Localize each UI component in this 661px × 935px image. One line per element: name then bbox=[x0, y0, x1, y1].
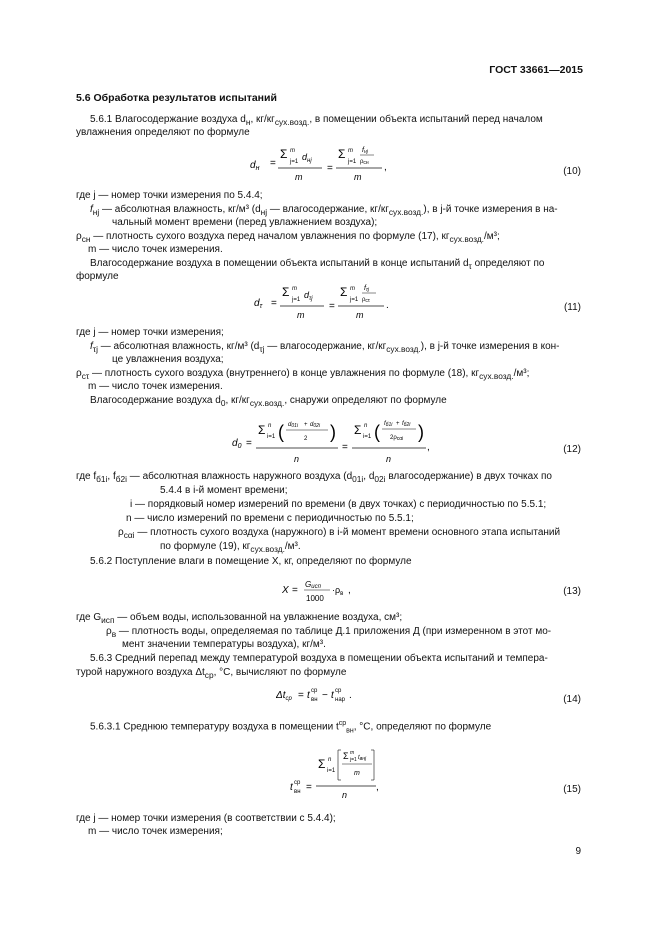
svg-text:m: m bbox=[348, 148, 353, 154]
svg-text:=: = bbox=[306, 782, 312, 793]
svg-text:fτj: fτj bbox=[364, 285, 369, 293]
svg-text:вн: вн bbox=[294, 789, 301, 795]
equation-number-10: (10) bbox=[563, 166, 581, 177]
svg-text:Δtср: $\Delta t_{ср}$ bbox=[276, 690, 292, 702]
svg-text:t: t bbox=[331, 690, 334, 701]
where-f: $f_{нj}$ — абсолютная влажность, кг/м³ ($d_{нj}$ — влагосодержание, $кг/кг_{сух.возд.}$), в j-й точке измерения в на- bbox=[90, 204, 558, 217]
svg-text:fб1i: fб1i bbox=[384, 421, 393, 428]
svg-text:Σ: Σ bbox=[340, 285, 348, 299]
svg-text:dнj: $d_{нj}$ bbox=[302, 152, 312, 164]
svg-text:(: ( bbox=[278, 422, 284, 442]
svg-text:n: n bbox=[342, 790, 348, 800]
svg-text:n: n bbox=[294, 454, 300, 464]
paragraph-5-6-2: 5.6.2 Поступление влаги в помещение X, кг, определяют по формуле bbox=[90, 556, 412, 567]
where-n: n — число измерений по времени с периодичностью по 5.5.1; bbox=[126, 513, 414, 524]
where-f-cont: чальный момент времени (перед увлажнением воздуха); bbox=[112, 217, 378, 228]
where-rho-water: $\rho_в$ — плотность воды, определяемая по таблице Д.1 приложения Д (при измеренном в этот мо- bbox=[106, 626, 552, 639]
page-number: 9 bbox=[575, 846, 581, 857]
svg-text:i=1: i=1 bbox=[363, 434, 372, 440]
svg-text:t: t bbox=[307, 690, 310, 701]
svg-text:fб2i: fб2i bbox=[402, 421, 411, 428]
svg-text:+: + bbox=[304, 422, 308, 428]
svg-text:t: t bbox=[290, 782, 293, 793]
svg-text:=: = bbox=[246, 438, 252, 449]
where-rho-outside-cont: по формуле (19), $кг_{сух.возд.}/м^3$. bbox=[160, 541, 301, 554]
svg-text:ср: ср bbox=[335, 688, 342, 694]
svg-text:ρсн: ρсн bbox=[360, 159, 369, 166]
formula-13 bbox=[282, 574, 372, 608]
paragraph-5-6-3: 5.6.3 Средний перепад между температурой воздуха в помещении объекта испытаний и темпера- bbox=[90, 653, 548, 664]
svg-text:−: − bbox=[322, 690, 328, 701]
svg-text:=: = bbox=[271, 298, 277, 309]
svg-text:m: m bbox=[350, 750, 355, 756]
paragraph-humidity-outside: Влагосодержание воздуха $d_0$, $кг/кг_{сух.возд.}$, снаружи определяют по формуле bbox=[90, 395, 447, 408]
where-rho-outside: $\rho_{с\alpha i}$ — плотность сухого воздуха (наружного) в i-й момент времени основного этапа испытаний bbox=[118, 527, 561, 540]
svg-text:j=1: j=1 bbox=[350, 757, 357, 763]
formula-10 bbox=[250, 142, 420, 186]
where-j: где j — номер точки измерения по 5.4.4; bbox=[76, 190, 263, 201]
svg-text:fнj: fнj bbox=[362, 147, 368, 155]
svg-text:tвнj: tвнj bbox=[358, 755, 367, 762]
svg-text:m: m bbox=[350, 286, 355, 292]
svg-text:m: m bbox=[356, 310, 364, 320]
svg-text:Σ: Σ bbox=[318, 757, 326, 771]
section-title: 5.6 Обработка результатов испытаний bbox=[76, 92, 277, 104]
paragraph-humidity-end-cont: формуле bbox=[76, 271, 119, 282]
doc-header: ГОСТ 33661—2015 bbox=[489, 64, 583, 76]
svg-text:m: m bbox=[297, 310, 305, 320]
equation-number-13: (13) bbox=[563, 586, 581, 597]
svg-text:n: n bbox=[386, 454, 392, 464]
where-rho-water-cont: мент значении температуры воздуха), кг/м³. bbox=[122, 639, 326, 650]
paragraph-5-6-1-cont: увлажнения определяют по формуле bbox=[76, 127, 250, 138]
svg-text:=: = bbox=[292, 585, 298, 596]
svg-text:+: + bbox=[396, 421, 400, 427]
where-m: m — число точек измерения. bbox=[88, 244, 223, 255]
svg-text:m: m bbox=[354, 770, 360, 777]
svg-text:dτ: $d_\tau$ bbox=[254, 298, 263, 310]
svg-text:m: m bbox=[290, 148, 295, 154]
svg-text:m: m bbox=[354, 172, 362, 182]
svg-text:,: , bbox=[427, 442, 430, 453]
svg-text:.: . bbox=[349, 690, 352, 701]
svg-text:,: , bbox=[348, 585, 351, 596]
svg-text:1000: 1000 bbox=[306, 594, 324, 603]
svg-text:,: , bbox=[376, 782, 379, 793]
where-j-3: где j — номер точки измерения (в соответствии с 5.4.4); bbox=[76, 813, 336, 824]
svg-text:вн: вн bbox=[311, 697, 318, 703]
equation-number-14: (14) bbox=[563, 694, 581, 705]
svg-text:m: m bbox=[292, 286, 297, 292]
where-j-2: где j — номер точки измерения; bbox=[76, 327, 224, 338]
svg-text:d01i: d01i bbox=[288, 422, 299, 429]
svg-text:j=1: j=1 bbox=[348, 159, 357, 165]
svg-text:=: = bbox=[327, 163, 333, 174]
svg-text:j=1: j=1 bbox=[292, 297, 301, 303]
where-m-2: m — число точек измерения. bbox=[88, 381, 223, 392]
paragraph-humidity-end: Влагосодержание воздуха в помещении объекта испытаний в конце испытаний $d_\tau$ определяют по bbox=[90, 258, 545, 271]
svg-text:ρсτ: ρсτ bbox=[362, 297, 370, 304]
svg-text:Σ: Σ bbox=[258, 423, 266, 437]
svg-text:2ρсαi: 2ρсαi bbox=[390, 435, 404, 442]
svg-text:X: X bbox=[282, 585, 289, 596]
svg-text:нар: нар bbox=[335, 697, 345, 703]
where-i: i — порядковый номер измерений по времени (в двух точках) с периодичностью по 5.5.1; bbox=[130, 499, 547, 510]
svg-text:ср: ср bbox=[311, 688, 318, 694]
svg-text:Σ: Σ bbox=[282, 285, 290, 299]
svg-text:=: = bbox=[298, 690, 304, 701]
formula-12 bbox=[232, 412, 432, 470]
svg-text:): ) bbox=[418, 422, 424, 442]
svg-text:Σ: Σ bbox=[343, 751, 349, 761]
equation-number-15: (15) bbox=[563, 784, 581, 795]
svg-text:.: . bbox=[386, 300, 389, 311]
svg-text:Gисп: Gисп bbox=[305, 580, 321, 590]
where-m-3: m — число точек измерения; bbox=[88, 826, 223, 837]
svg-text:=: = bbox=[342, 442, 348, 453]
formula-15 bbox=[290, 742, 380, 802]
svg-text:d0: $d_0$ bbox=[232, 438, 242, 450]
svg-text:dн: $d_н$ bbox=[250, 160, 260, 172]
svg-text:): ) bbox=[330, 422, 336, 442]
svg-text:i=1: i=1 bbox=[327, 768, 336, 774]
svg-text:j=1: j=1 bbox=[350, 297, 359, 303]
equation-number-12: (12) bbox=[563, 444, 581, 455]
formula-14 bbox=[276, 682, 376, 708]
where-f-outside: где $f_{б1i}$, $f_{б2i}$ — абсолютная влажность наружного воздуха ($d_{01i}$, $d_{02i}$ влагосодержание) в двух точках по bbox=[76, 471, 552, 484]
svg-text:d02i: d02i bbox=[310, 422, 321, 429]
svg-text:n: n bbox=[364, 423, 368, 429]
paragraph-5-6-3-1: 5.6.3.1 Среднюю температуру воздуха в помещении $t^{ср}_{вн}$, °С, определяют по формуле bbox=[90, 720, 492, 735]
svg-text:m: m bbox=[295, 172, 303, 182]
svg-text:=: = bbox=[329, 301, 335, 312]
svg-text:Σ: Σ bbox=[338, 147, 346, 161]
svg-text:n: n bbox=[328, 757, 332, 763]
formula-11 bbox=[254, 280, 424, 324]
svg-text:,: , bbox=[384, 162, 387, 173]
where-f-outside-cont: 5.4.4 в i-й момент времени; bbox=[160, 485, 288, 496]
svg-text:·ρв: $\cdot\rho_в$ bbox=[332, 585, 344, 597]
svg-text:=: = bbox=[270, 158, 276, 169]
svg-text:(: ( bbox=[374, 422, 380, 442]
svg-text:Σ: Σ bbox=[354, 423, 362, 437]
where-rho-2: $\rho_{с\tau}$ — плотность сухого воздуха (внутреннего) в конце увлажнения по формуле (18), $кг_{сух.возд.}/м^3$; bbox=[76, 368, 530, 381]
svg-text:dτj: $d_{\tau j}$ bbox=[304, 290, 313, 302]
paragraph-5-6-1: 5.6.1 Влагосодержание воздуха $d_н$, $кг/кг_{сух.возд.}$, в помещении объекта испытаний перед началом bbox=[90, 114, 543, 127]
svg-text:n: n bbox=[268, 423, 272, 429]
where-rho: $\rho_{сн}$ — плотность сухого воздуха перед началом увлажнения по формуле (17), $кг_{сух.возд.}/м^3$; bbox=[76, 231, 500, 244]
where-g: где $G_{исп}$ — объем воды, использованной на увлажнение воздуха, см³; bbox=[76, 612, 403, 625]
svg-text:j=1: j=1 bbox=[290, 159, 299, 165]
paragraph-5-6-3-cont: турой наружного воздуха $\Delta t_{ср}$, °С, вычисляют по формуле bbox=[76, 667, 347, 680]
where-f-2-cont: це увлажнения воздуха; bbox=[112, 354, 224, 365]
svg-text:ср: ср bbox=[294, 780, 301, 786]
svg-text:Σ: Σ bbox=[280, 147, 288, 161]
equation-number-11: (11) bbox=[563, 302, 581, 313]
where-f-2: $f_{\tau j}$ — абсолютная влажность, кг/м³ ($d_{\tau j}$ — влагосодержание, $кг/кг_{сух.возд.}$), в j-й точке измерения в кон- bbox=[90, 341, 560, 354]
svg-text:2: 2 bbox=[304, 436, 308, 442]
svg-text:i=1: i=1 bbox=[267, 434, 276, 440]
